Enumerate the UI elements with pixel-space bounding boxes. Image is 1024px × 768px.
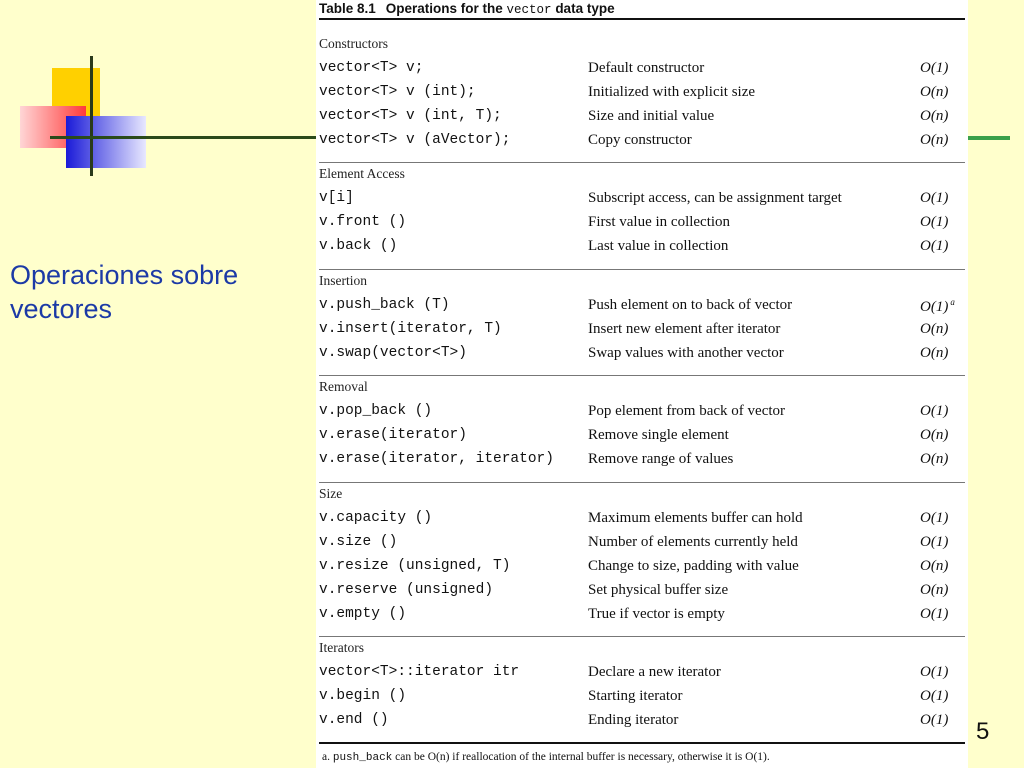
table-caption-pre: Operations for the xyxy=(385,1,507,16)
table-row xyxy=(316,403,968,425)
section-label: Element Access xyxy=(319,166,405,181)
footnote-rule xyxy=(319,742,965,744)
complexity-value: O(n) xyxy=(920,558,949,574)
table-row xyxy=(316,664,968,686)
header-rule-right xyxy=(968,136,1010,140)
complexity-value: O(1) xyxy=(920,688,949,704)
table-row xyxy=(316,345,968,367)
complexity-value: O(n) xyxy=(920,427,949,443)
operation-description: Push element on to back of vector xyxy=(588,297,793,313)
table-row xyxy=(316,451,968,473)
logo-vertical-line xyxy=(90,56,93,176)
section-divider xyxy=(319,636,965,637)
complexity-value: O(n) xyxy=(920,451,949,467)
section-label: Removal xyxy=(319,379,368,394)
complexity-value: O(1) xyxy=(920,214,949,230)
section-divider xyxy=(319,375,965,376)
table-row xyxy=(316,60,968,82)
section-label: Iterators xyxy=(319,640,364,655)
operation-complexity xyxy=(920,321,948,338)
complexity-value: O(1) xyxy=(920,403,949,419)
operation-complexity xyxy=(920,534,948,551)
operation-description: Copy constructor xyxy=(588,132,692,148)
operation-description: Remove range of values xyxy=(588,451,734,467)
table-row xyxy=(316,606,968,628)
table-row xyxy=(316,712,968,734)
operation-complexity xyxy=(920,403,948,420)
complexity-value: O(n) xyxy=(920,84,949,100)
table-row xyxy=(316,582,968,604)
complexity-value: O(1) xyxy=(920,534,949,550)
operation-complexity xyxy=(920,451,948,468)
operation-code: vector<T> v (int); xyxy=(319,84,476,100)
complexity-value: O(n) xyxy=(920,345,949,361)
section-label: Insertion xyxy=(319,273,367,288)
complexity-value: O(1) xyxy=(920,606,949,622)
operation-code: v.reserve (unsigned) xyxy=(319,582,494,598)
operation-code: vector<T> v; xyxy=(319,60,424,76)
operation-complexity xyxy=(920,427,948,444)
operation-description: Number of elements currently held xyxy=(588,534,798,550)
operation-description: Declare a new iterator xyxy=(588,664,721,680)
operation-description: Pop element from back of vector xyxy=(588,403,786,419)
operation-description: Last value in collection xyxy=(588,238,729,254)
operation-description: Swap values with another vector xyxy=(588,345,784,361)
operation-code: v.empty () xyxy=(319,606,407,622)
table-row xyxy=(316,108,968,130)
operation-code: v.erase(iterator) xyxy=(319,427,467,443)
table-row xyxy=(316,132,968,154)
operation-code: v[i] xyxy=(319,190,354,206)
operation-complexity xyxy=(920,214,948,231)
operation-description: Ending iterator xyxy=(588,712,679,728)
operation-complexity xyxy=(920,84,948,101)
logo-blue-square xyxy=(66,116,146,168)
operation-complexity xyxy=(920,132,948,149)
operation-complexity xyxy=(920,510,948,527)
section-label: Constructors xyxy=(319,36,388,51)
operation-complexity xyxy=(920,606,948,623)
table-row xyxy=(316,558,968,580)
operation-description: Initialized with explicit size xyxy=(588,84,756,100)
complexity-value: O(1) xyxy=(920,238,949,254)
slide-logo xyxy=(0,0,160,190)
table-footnote xyxy=(322,751,770,764)
operation-complexity xyxy=(920,108,948,125)
section-divider xyxy=(319,162,965,163)
section-label: Size xyxy=(319,486,343,501)
complexity-value: O(n) xyxy=(920,321,949,337)
operation-code: v.size () xyxy=(319,534,398,550)
operations-table xyxy=(316,0,968,768)
footnote-text: can be O(n) if reallocation of the internal buffer is necessary, otherwise it is O(1). xyxy=(392,751,770,763)
operation-complexity xyxy=(920,712,948,729)
complexity-value: O(1) xyxy=(920,60,949,76)
slide-number: 5 xyxy=(976,718,990,745)
operation-description: Maximum elements buffer can hold xyxy=(588,510,803,526)
complexity-value: O(n) xyxy=(920,108,949,124)
operation-code: v.front () xyxy=(319,214,407,230)
table-row xyxy=(316,238,968,260)
operation-code: v.back () xyxy=(319,238,398,254)
footnote-ref: a xyxy=(950,297,955,307)
complexity-value: O(1) xyxy=(920,190,949,206)
operation-code: v.begin () xyxy=(319,688,407,704)
complexity-value: O(n) xyxy=(920,132,949,148)
table-row xyxy=(316,84,968,106)
section-divider xyxy=(319,269,965,270)
operation-description: Change to size, padding with value xyxy=(588,558,799,574)
table-row xyxy=(316,427,968,449)
operation-complexity xyxy=(920,558,948,575)
operation-description: First value in collection xyxy=(588,214,731,230)
section-divider xyxy=(319,482,965,483)
complexity-value: O(1) xyxy=(920,664,949,680)
operation-description: Set physical buffer size xyxy=(588,582,729,598)
complexity-value: O(1) xyxy=(920,712,949,728)
operation-description: Remove single element xyxy=(588,427,729,443)
table-row xyxy=(316,534,968,556)
table-row xyxy=(316,214,968,236)
operation-code: v.push_back (T) xyxy=(319,297,450,313)
operation-code: v.pop_back () xyxy=(319,403,433,419)
operation-code: v.insert(iterator, T) xyxy=(319,321,502,337)
table-number: Table 8.1 xyxy=(319,1,376,16)
operation-code: v.end () xyxy=(319,712,389,728)
operation-complexity xyxy=(920,190,948,207)
complexity-value: O(1) xyxy=(920,510,949,526)
footnote-code: push_back xyxy=(332,752,393,764)
table-caption-code: vector xyxy=(506,3,552,17)
footnote-marker: a. xyxy=(322,751,333,763)
table-caption xyxy=(319,0,965,20)
operation-code: v.swap(vector<T>) xyxy=(319,345,467,361)
operation-complexity xyxy=(920,688,948,705)
operation-complexity xyxy=(920,60,948,77)
operation-description: Default constructor xyxy=(588,60,705,76)
operation-code: v.erase(iterator, iterator) xyxy=(319,451,554,467)
operation-complexity xyxy=(920,664,948,681)
table-row xyxy=(316,297,968,319)
operation-description: Subscript access, can be assignment target xyxy=(588,190,842,206)
table-row xyxy=(316,321,968,343)
complexity-value: O(n) xyxy=(920,582,949,598)
operation-description: Starting iterator xyxy=(588,688,683,704)
operation-code: vector<T> v (int, T); xyxy=(319,108,502,124)
operation-code: vector<T>::iterator itr xyxy=(319,664,520,680)
table-row xyxy=(316,510,968,532)
operation-description: Size and initial value xyxy=(588,108,715,124)
operation-description: True if vector is empty xyxy=(588,606,725,622)
table-row xyxy=(316,190,968,212)
operation-complexity xyxy=(920,297,955,316)
table-row xyxy=(316,688,968,710)
operation-complexity xyxy=(920,345,948,362)
header-rule-left xyxy=(50,136,320,139)
operation-description: Insert new element after iterator xyxy=(588,321,781,337)
table-caption-post: data type xyxy=(551,1,615,16)
operation-code: vector<T> v (aVector); xyxy=(319,132,511,148)
operation-complexity xyxy=(920,582,948,599)
complexity-value: O(1) xyxy=(920,299,949,315)
operation-complexity xyxy=(920,238,948,255)
operation-code: v.capacity () xyxy=(319,510,433,526)
operation-code: v.resize (unsigned, T) xyxy=(319,558,511,574)
slide-title: Operaciones sobre vectores xyxy=(10,260,239,324)
